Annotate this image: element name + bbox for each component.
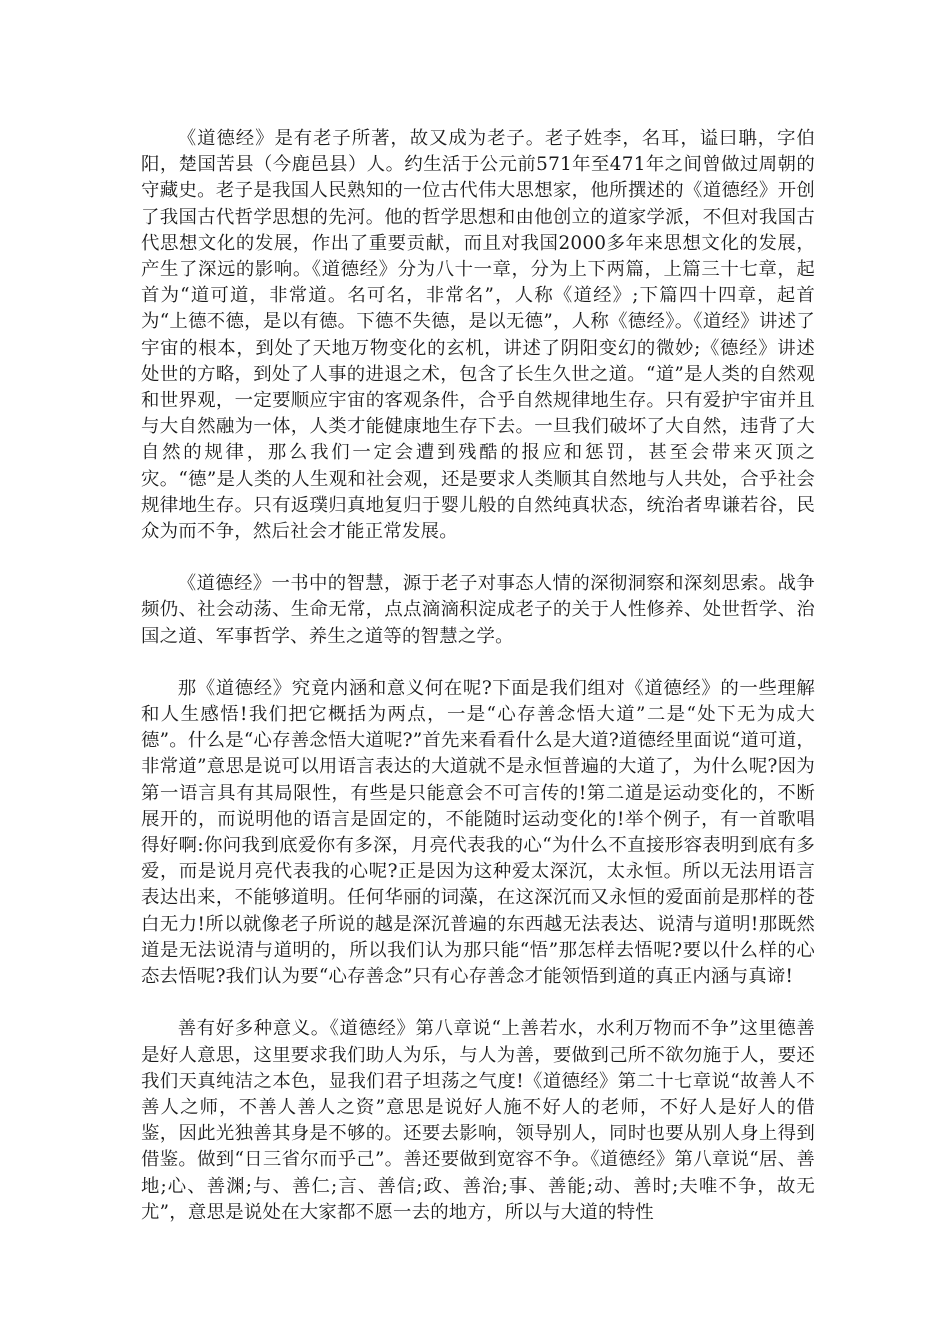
paragraph-intro: 《道德经》是有老子所著，故又成为老子。老子姓李，名耳，谥曰聃，字伯阳，楚国苦县（今鹿邑县）人。约生活于公元前571年至471年之间曾做过周朝的守藏史。老子是我国人民熟知的一位古代伟大思想家，他所撰述的《道德经》开创了我国古代哲学思想的先河。他的哲学思想和由他创立的道家学派，不但对我国古代思想文化的发展，作出了重要贡献，而且对我国2000多年来思想文化的发展，产生了深远的影响。《道德经》分为八十一章，分为上下两篇，上篇三十七章，起首为“道可道，非常道。名可名，非常名”，人称《道经》;下篇四十四章，起首为“上德不德，是以有德。下德不失德，是以无德”，人称《德经》。《道经》讲述了宇宙的根本，到处了天地万物变化的玄机，讲述了阴阳变幻的微妙;《德经》讲述处世的方略，到处了人事的进退之术，包含了长生久世之道。“道”是人类的自然观和世界观，一定要顺应宇宙的客观条件，合乎自然规律地生存。只有爱护宇宙并且与大自然融为一体，人类才能健康地生存下去。一旦我们破坏了大自然，违背了大自然的规律，那么我们一定会遭到残酷的报应和惩罚，甚至会带来灭顶之灾。“德”是人类的人生观和社会观，还是要求人类顺其自然地与人共处，合乎社会规律地生存。只有返璞归真地复归于婴儿般的自然纯真状态，统治者卑谦若谷，民众为而不争，然后社会才能正常发展。	[141, 128, 815, 543]
paragraph-meaning: 那《道德经》究竟内涵和意义何在呢?下面是我们组对《道德经》的一些理解和人生感悟!我们把它概括为两点，一是“心存善念悟大道”二是“处下无为成大德”。什么是“心存善念悟大道呢?”首先来看看什么是大道?道德经里面说“道可道，非常道”意思是说可以用语言表达的大道就不是永恒普遍的大道了，为什么呢?因为第一语言具有其局限性，有些是只能意会不可言传的!第二道是运动变化的，不断展开的，而说明他的语言是固定的，不能随时运动变化的!举个例子，有一首歌唱得好啊:你问我到底爱你有多深，月亮代表我的心“为什么不直接形容表明到底有多爱，而是说月亮代表我的心呢?正是因为这种爱太深沉，太永恒。所以无法用语言表达出来，不能够道明。任何华丽的词藻，在这深沉而又永恒的爱面前是那样的苍白无力!所以就像老子所说的越是深沉普遍的东西越无法表达、说清与道明!那既然道是无法说清与道明的，所以我们认为那只能“悟”那怎样去悟呢?要以什么样的心态去悟呢?我们认为要“心存善念”只有心存善念才能领悟到道的真正内涵与真谛!	[141, 677, 815, 988]
document-body	[141, 126, 815, 1226]
paragraph-goodness: 善有好多种意义。《道德经》第八章说“上善若水，水利万物而不争”这里德善是好人意思，这里要求我们助人为乐，与人为善，要做到己所不欲勿施于人，要还我们天真纯洁之本色，显我们君子坦荡之气度!《道德经》第二十七章说“故善人不善人之师，不善人善人之资”意思是说好人施不好人的老师，不好人是好人的借鉴，因此光独善其身是不够的。还要去影响，领导别人，同时也要从别人身上得到借鉴。做到“日三省尔而乎己”。善还要做到宽容不争。《道德经》第八章说“居、善地;心、善渊;与、善仁;言、善信;政、善治;事、善能;动、善时;夫唯不争，故无尤”，意思是说处在大家都不愿一去的地方，所以与大道的特性	[141, 1018, 815, 1223]
paragraph-wisdom: 《道德经》一书中的智慧，源于老子对事态人情的深彻洞察和深刻思索。战争频仍、社会动荡、生命无常，点点滴滴积淀成老子的关于人性修养、处世哲学、治国之道、军事哲学、养生之道等的智慧之学。	[141, 573, 815, 647]
